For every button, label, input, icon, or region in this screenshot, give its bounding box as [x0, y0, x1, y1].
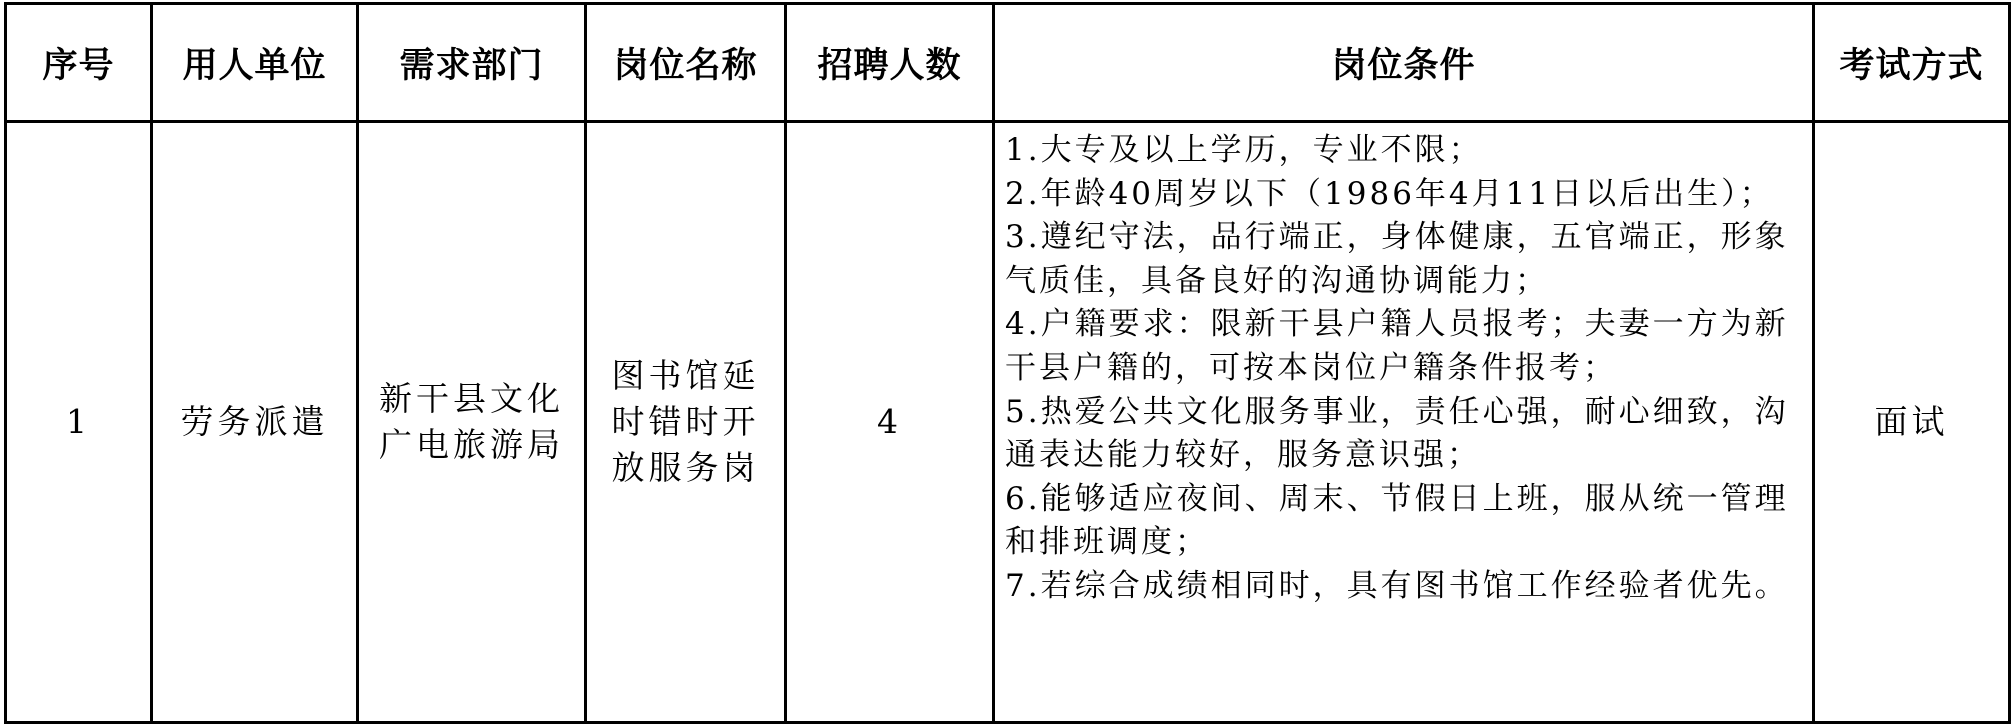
header-position: 岗位名称: [586, 4, 786, 122]
condition-item: 1.大专及以上学历，专业不限；: [1005, 132, 1483, 168]
header-row: [6, 4, 2010, 122]
condition-item: 3.遵纪守法，品行端正，身体健康，五官端正，形象气质佳，具备良好的沟通协调能力；: [1005, 219, 1789, 299]
header-count: 招聘人数: [786, 4, 994, 122]
header-exam: 考试方式: [1814, 4, 2010, 122]
cell-conditions: [994, 122, 1814, 723]
table-row: [6, 122, 2010, 723]
condition-item: 7.若综合成绩相同时，具有图书馆工作经验者优先。: [1005, 567, 1789, 604]
condition-item: 5.热爱公共文化服务事业，责任心强，耐心细致，沟通表达能力较好，服务意识强；: [1005, 393, 1789, 474]
cell-department: [358, 122, 586, 723]
cell-position-text: 图书馆延时错时开放服务岗: [611, 356, 760, 487]
header-conditions: 岗位条件: [994, 4, 1814, 122]
cell-position: [586, 122, 786, 723]
cell-exam-text: 面试: [1874, 402, 1949, 441]
header-department: 需求部门: [358, 4, 586, 122]
condition-item: 6.能够适应夜间、周末、节假日上班，服从统一管理和排班调度；: [1005, 480, 1789, 561]
header-index: 序号: [6, 4, 152, 122]
cell-index-text: 1: [66, 402, 91, 441]
condition-item: 4.户籍要求：限新干县户籍人员报考；夫妻一方为新干县户籍的，可按本岗位户籍条件报考；: [1005, 306, 1789, 386]
condition-item: 2.年龄40周岁以下（1986年4月11日以后出生）；: [1005, 175, 1774, 212]
cell-count: [786, 122, 994, 723]
cell-department-text: 新干县文化广电旅游局: [379, 379, 564, 464]
recruitment-table: [4, 2, 2011, 724]
cell-employer-text: 劳务派遣: [180, 402, 329, 441]
header-employer: 用人单位: [152, 4, 358, 122]
cell-index: [6, 122, 152, 723]
cell-exam: [1814, 122, 2010, 723]
cell-count-text: 4: [877, 402, 902, 441]
cell-employer: [152, 122, 358, 723]
